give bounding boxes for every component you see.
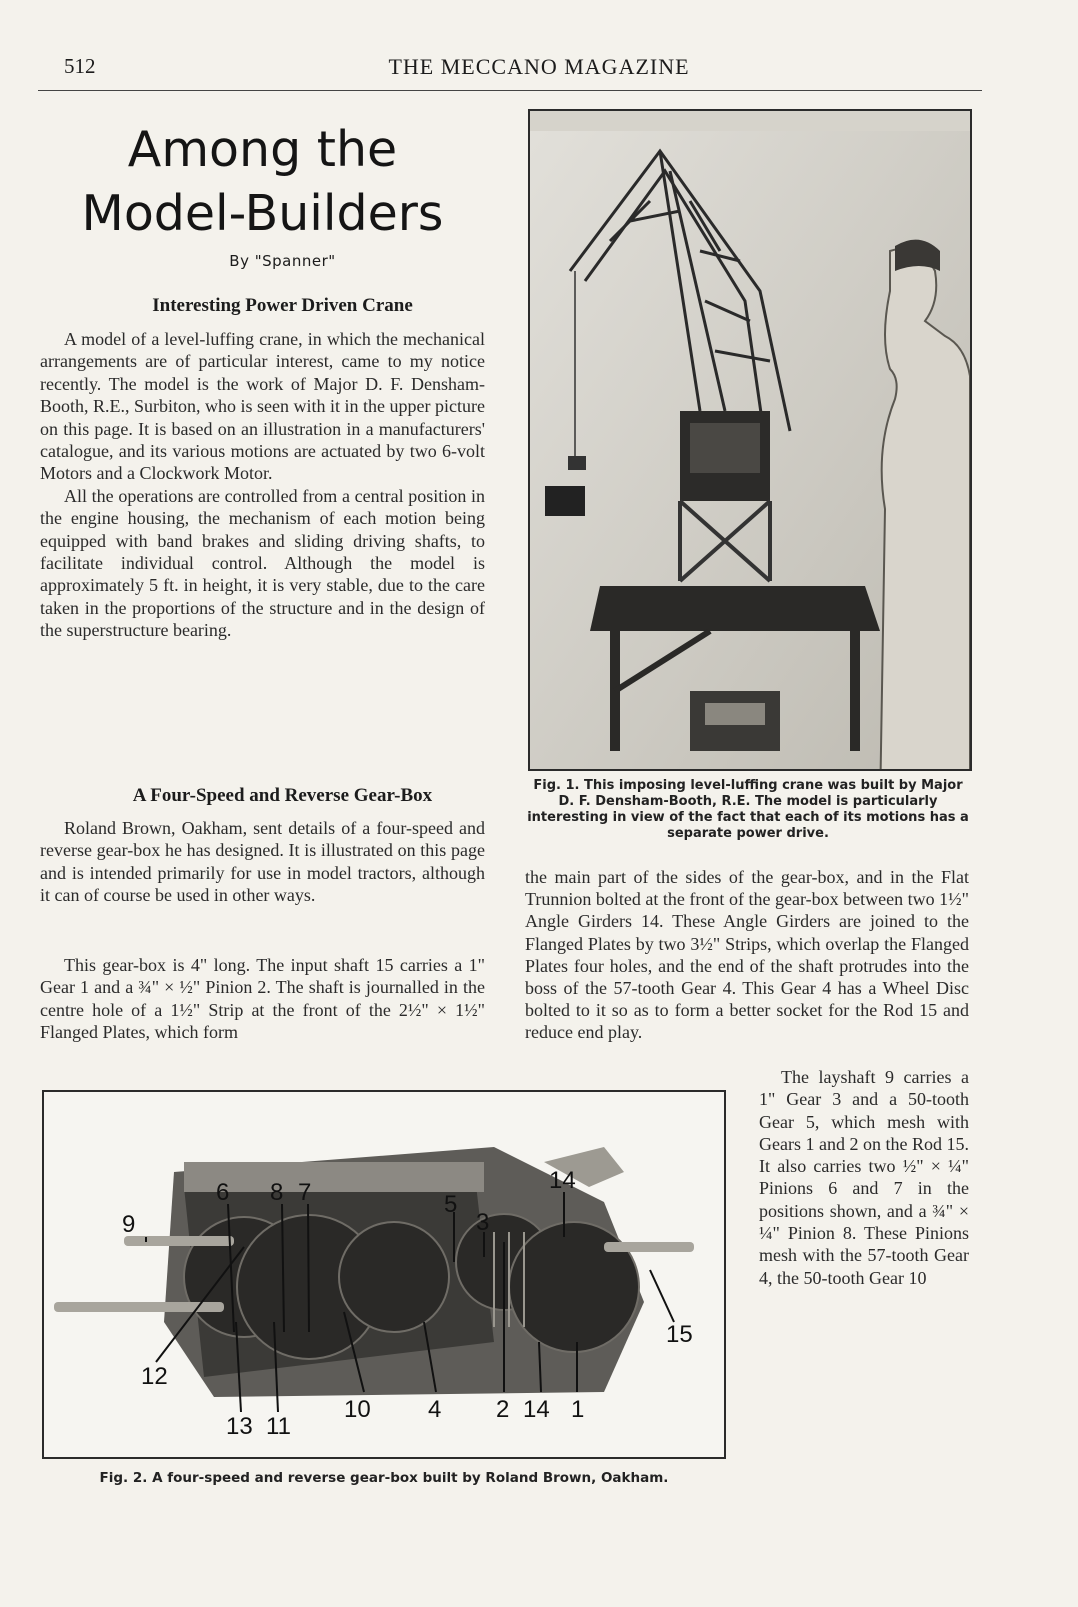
gearbox-paragraph-3: the main part of the sides of the gear-box, and in the Flat Trunnion bolted at the front of the gear-box between two 1½" Angle Girders 14. These Angle Girders are joined to the Flanged Plates by two 3½" Strips, which overlap the Flanged Plates four holes, and the end of the shaft protrudes into the boss of the 57-tooth Gear 4. This Gear 4 has a Wheel Disc bolted to it so as to form a better socket for the Rod 15 and reduce end play. [525,867,969,1043]
figure-2-gearbox-photo [42,1090,726,1459]
article-headline [40,118,485,246]
callout-6: 6 [216,1179,230,1206]
headline-line-1: Among the [127,121,398,178]
callout-2: 2 [496,1396,510,1423]
gearbox-paragraph-2-text: This gear-box is 4" long. The input shaft 15 carries a 1" Gear 1 and a ¾" × ½" Pinion 2. The shaft is journalled in the centre hole of a 1½" Strip at the front of the 2½" × 1½" Flanged Plates, which form [40,955,485,1043]
callout-15: 15 [666,1321,693,1348]
callout-14-bottom: 14 [523,1396,550,1423]
gearbox-paragraph-2 [40,954,485,1044]
crane-paragraph-2: All the operations are controlled from a central position in the engine housing, the mechanism of each motion being equipped with band brakes and sliding driving shafts, to facilitate individual control. Although the model is approximately 5 ft. in height, it is very stable, due to the care taken in the proportions of the structure and in the design of the superstructure bearing. [40,485,485,641]
page-number: 512 [64,54,96,78]
header-rule [38,90,982,91]
callout-13: 13 [226,1413,253,1440]
gearbox-paragraph-1 [40,817,485,907]
crane-illustration [530,111,970,769]
figure-2-caption: Fig. 2. A four-speed and reverse gear-box built by Roland Brown, Oakham. [99,1470,669,1486]
callout-4: 4 [428,1396,442,1423]
figure-1-caption: Fig. 1. This imposing level-luffing crane was built by Major D. F. Densham-Booth, R.E. The model is particularly interesting in view of the fact that each of its motions has a separate power drive. [527,778,969,841]
callout-14-top: 14 [549,1167,576,1194]
gearbox-paragraph-4-text: The layshaft 9 carries a 1" Gear 3 and a 50-tooth Gear 5, which mesh with Gears 1 and 2 on the Rod 15. It also carries two ½" × ¼" Pinions 6 and 7 in the positions shown, and a ¾" × ¼" Pinion 8. These Pinions mesh with the 57-tooth Gear 4, the 50-tooth Gear 10 [759,1067,969,1288]
callout-3: 3 [476,1209,490,1236]
headline-line-2: Model-Builders [81,185,444,242]
callout-5: 5 [444,1191,458,1218]
callout-8: 8 [270,1179,284,1206]
crane-paragraph-1: A model of a level-luffing crane, in which the mechanical arrangements are of particular interest, came to my notice recently. The model is the work of Major D. F. Densham-Booth, R.E., Surbiton, who is seen with it in the upper picture on this page. It is based on an illustration in a manufacturers' catalogue, and its various motions are actuated by two 6-volt Motors and a Clockwork Motor. [40,329,485,484]
figure-1-crane-photo [528,109,972,771]
callout-12: 12 [141,1363,168,1390]
running-title: THE MECCANO MAGAZINE [388,54,690,79]
callout-11: 11 [266,1413,291,1440]
gearbox-illustration [44,1092,724,1457]
section-heading-crane: Interesting Power Driven Crane [152,295,413,316]
crane-body-text [40,328,485,642]
gearbox-paragraph-4 [759,1066,969,1289]
callout-1: 1 [571,1396,585,1423]
callout-10: 10 [344,1396,371,1423]
gearbox-paragraph-1-text: Roland Brown, Oakham, sent details of a four-speed and reverse gear-box he has designed. It is illustrated on this page and is intended primarily for use in model tractors, although it can of course be used in other ways. [40,818,485,906]
byline: By "Spanner" [229,252,336,270]
callout-9: 9 [122,1211,136,1238]
section-heading-gearbox: A Four-Speed and Reverse Gear-Box [132,785,433,806]
callout-7: 7 [298,1179,312,1206]
